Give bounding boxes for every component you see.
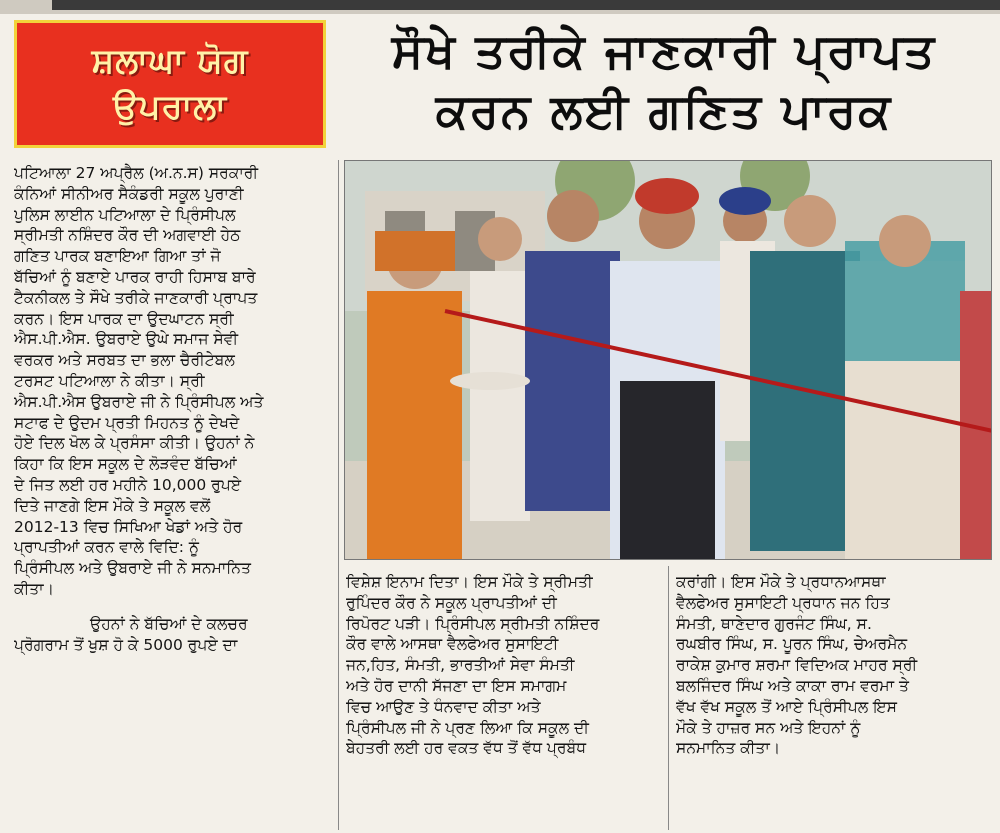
article-line: ਬੱਚਿਆਂ ਨੂੰ ਬਣਾਏ ਪਾਰਕ ਰਾਹੀ ਹਿਸਾਬ ਬਾਰੇ <box>14 267 256 286</box>
article-line: ਰਾਕੇਸ਼ ਕੁਮਾਰ ਸ਼ਰਮਾ ਵਿਦਿਅਕ ਮਾਹਰ ਸ੍ਰੀ <box>676 656 918 675</box>
column-divider <box>338 160 339 830</box>
article-line: ਵਰਕਰ ਅਤੇ ਸਰਬਤ ਦਾ ਭਲਾ ਚੈਰੀਟੇਬਲ <box>14 351 235 370</box>
article-line: ਸਟਾਫ ਦੇ ਉਦਮ ਪ੍ਰਤੀ ਮਿਹਨਤ ਨੂੰ ਦੇਖਦੇ <box>14 413 240 432</box>
headline-line-1: ਸੌਖੇ ਤਰੀਕੇ ਜਾਣਕਾਰੀ ਪ੍ਰਾਪਤ <box>391 24 937 79</box>
badge-line-2: ਉਪਰਾਲਾ <box>112 87 228 127</box>
column-divider <box>668 566 669 830</box>
article-line: ਰਘਬੀਰ ਸਿੰਘ, ਸ. ਪੂਰਨ ਸਿੰਘ, ਚੇਅਰਮੈਨ <box>676 635 908 654</box>
article-column-1 <box>14 163 334 655</box>
article-line: ਪਟਿਆਲਾ 27 ਅਪ੍ਰੈਲ (ਅ.ਨ.ਸ) ਸਰਕਾਰੀ <box>14 164 259 182</box>
headline <box>332 18 996 146</box>
article-line: ਕਰਨ। ਇਸ ਪਾਰਕ ਦਾ ਉਦਘਾਟਨ ਸ੍ਰੀ <box>14 309 234 328</box>
article-line: ਕਰਾਂਗੀ। ਇਸ ਮੌਕੇ ਤੇ ਪ੍ਰਧਾਨਆਸਥਾ <box>676 573 886 591</box>
article-line: ਟਰਸਟ ਪਟਿਆਲਾ ਨੇ ਕੀਤਾ। ਸ੍ਰੀ <box>14 371 205 390</box>
article-line: ਰੁਪਿੰਦਰ ਕੌਰ ਨੇ ਸਕੂਲ ਪ੍ਰਾਪਤੀਆਂ ਦੀ <box>346 593 557 612</box>
article-line: ਕੰਨਿਆਂ ਸੀਨੀਅਰ ਸੈਕੰਡਰੀ ਸਕੂਲ ਪੁਰਾਣੀ <box>14 184 244 203</box>
article-line: ਪ੍ਰਿੰਸੀਪਲ ਅਤੇ ਉਬਰਾਏ ਜੀ ਨੇ ਸਨਮਾਨਿਤ <box>14 559 251 578</box>
article-line: ਐਸ.ਪੀ.ਐਸ. ਉਬਰਾਏ ਉਘੇ ਸਮਾਜ ਸੇਵੀ <box>14 330 239 349</box>
article-column-2 <box>346 572 662 759</box>
article-line: ਕਿਹਾ ਕਿ ਇਸ ਸਕੂਲ ਦੇ ਲੋੜਵੰਦ ਬੱਚਿਆਂ <box>14 455 237 474</box>
article-line: ਸਨਮਾਨਿਤ ਕੀਤਾ। <box>676 739 781 758</box>
badge-line-1: ਸ਼ਲਾਘਾ ਯੋਗ <box>91 41 249 81</box>
article-line: ਕੌਰ ਵਾਲੇ ਆਸਥਾ ਵੈਲਫੇਅਰ ਸੁਸਾਇਟੀ <box>346 635 559 654</box>
article-line: ਪ੍ਰੋਗਰਾਮ ਤੋਂ ਖੁਸ਼ ਹੋ ਕੇ 5000 ਰੁਪਏ ਦਾ <box>14 635 238 654</box>
article-line: ਦੇ ਜਿਤ ਲਈ ਹਰ ਮਹੀਨੇ 10,000 ਰੁਪਏ <box>14 475 242 494</box>
headline-line-2: ਕਰਨ ਲਈ ਗਣਿਤ ਪਾਰਕ <box>435 84 893 139</box>
article-line: ਸੰਮਤੀ, ਥਾਣੇਦਾਰ ਗੁਰਜੰਟ ਸਿੰਘ, ਸ. <box>676 614 872 633</box>
previous-article-strip <box>0 0 1000 14</box>
article-line: ਟੈਕਨੀਕਲ ਤੇ ਸੌਖੇ ਤਰੀਕੇ ਜਾਣਕਾਰੀ ਪ੍ਰਾਪਤ <box>14 288 258 307</box>
article-line: ਬੇਹਤਰੀ ਲਈ ਹਰ ਵਕਤ ਵੱਧ ਤੋਂ ਵੱਧ ਪ੍ਰਬੰਧ <box>346 739 586 758</box>
article-line: ਪ੍ਰਾਪਤੀਆਂ ਕਰਨ ਵਾਲੇ ਵਿਦਿ: ਨੂੰ <box>14 538 199 557</box>
article-line: ਗਣਿਤ ਪਾਰਕ ਬਣਾਇਆ ਗਿਆ ਤਾਂ ਜੋ <box>14 247 221 266</box>
section-badge <box>14 20 326 148</box>
article-line: ਕੀਤਾ। <box>14 579 55 598</box>
article-line: ਪੁਲਿਸ ਲਾਈਨ ਪਟਿਆਲਾ ਦੇ ਪ੍ਰਿੰਸੀਪਲ <box>14 205 236 224</box>
article-line: ਅਤੇ ਹੋਰ ਦਾਨੀ ਸੱਜਣਾ ਦਾ ਇਸ ਸਮਾਗਮ <box>346 676 567 695</box>
article-line: ਦਿਤੇ ਜਾਣਗੇ ਇਸ ਮੌਕੇ ਤੇ ਸਕੂਲ ਵਲੋਂ <box>14 496 211 515</box>
article-line: ਵੱਖ ਵੱਖ ਸਕੂਲ ਤੋਂ ਆਏ ਪ੍ਰਿੰਸੀਪਲ ਇਸ <box>676 697 897 716</box>
news-photo <box>344 160 992 560</box>
article-line: ਸ੍ਰੀਮਤੀ ਨਸ਼ਿੰਦਰ ਕੌਰ ਦੀ ਅਗਵਾਈ ਹੇਠ <box>14 226 241 245</box>
article-line: ਵੈਲਫੇਅਰ ਸੁਸਾਇਟੀ ਪ੍ਰਧਾਨ ਜਨ ਹਿਤ <box>676 593 890 612</box>
article-column-3 <box>676 572 992 759</box>
article-line: ਪ੍ਰਿੰਸੀਪਲ ਜੀ ਨੇ ਪ੍ਰਣ ਲਿਆ ਕਿ ਸਕੂਲ ਦੀ <box>346 718 589 737</box>
strip-band <box>52 0 1000 10</box>
article-line: ਐਸ.ਪੀ.ਐਸ ਉਬਰਾਏ ਜੀ ਨੇ ਪ੍ਰਿੰਸੀਪਲ ਅਤੇ <box>14 392 264 411</box>
article-line: ਉਹਨਾਂ ਨੇ ਬੱਚਿਆਂ ਦੇ ਕਲਚਰ <box>90 614 248 633</box>
ribbon-cutting-illustration <box>345 161 992 560</box>
article-line: ਵਿਚ ਆਉਣ ਤੇ ਧੰਨਵਾਦ ਕੀਤਾ ਅਤੇ <box>346 697 541 716</box>
article-line: ਬਲਜਿੰਦਰ ਸਿੰਘ ਅਤੇ ਕਾਕਾ ਰਾਮ ਵਰਮਾ ਤੇ <box>676 676 909 695</box>
article-line: ਰਿਪੋਰਟ ਪੜੀ। ਪ੍ਰਿੰਸੀਪਲ ਸ੍ਰੀਮਤੀ ਨਸ਼ਿੰਦਰ <box>346 614 600 633</box>
article-line: ਵਿਸ਼ੇਸ਼ ਇਨਾਮ ਦਿਤਾ। ਇਸ ਮੌਕੇ ਤੇ ਸ੍ਰੀਮਤੀ <box>346 573 593 591</box>
article-line: ਮੌਕੇ ਤੇ ਹਾਜ਼ਰ ਸਨ ਅਤੇ ਇਹਨਾਂ ਨੂੰ <box>676 718 861 737</box>
article-line: 2012-13 ਵਿਚ ਸਿਖਿਆ ਖੇਡਾਂ ਅਤੇ ਹੋਰ <box>14 517 243 536</box>
article-line: ਜਨ,ਹਿਤ, ਸੰਮਤੀ, ਭਾਰਤੀਆਂ ਸੇਵਾ ਸੰਮਤੀ <box>346 656 575 675</box>
article-line: ਹੋਏ ਦਿਲ ਖੋਲ ਕੇ ਪ੍ਰਸੰਸਾ ਕੀਤੀ। ਉਹਨਾਂ ਨੇ <box>14 434 255 453</box>
